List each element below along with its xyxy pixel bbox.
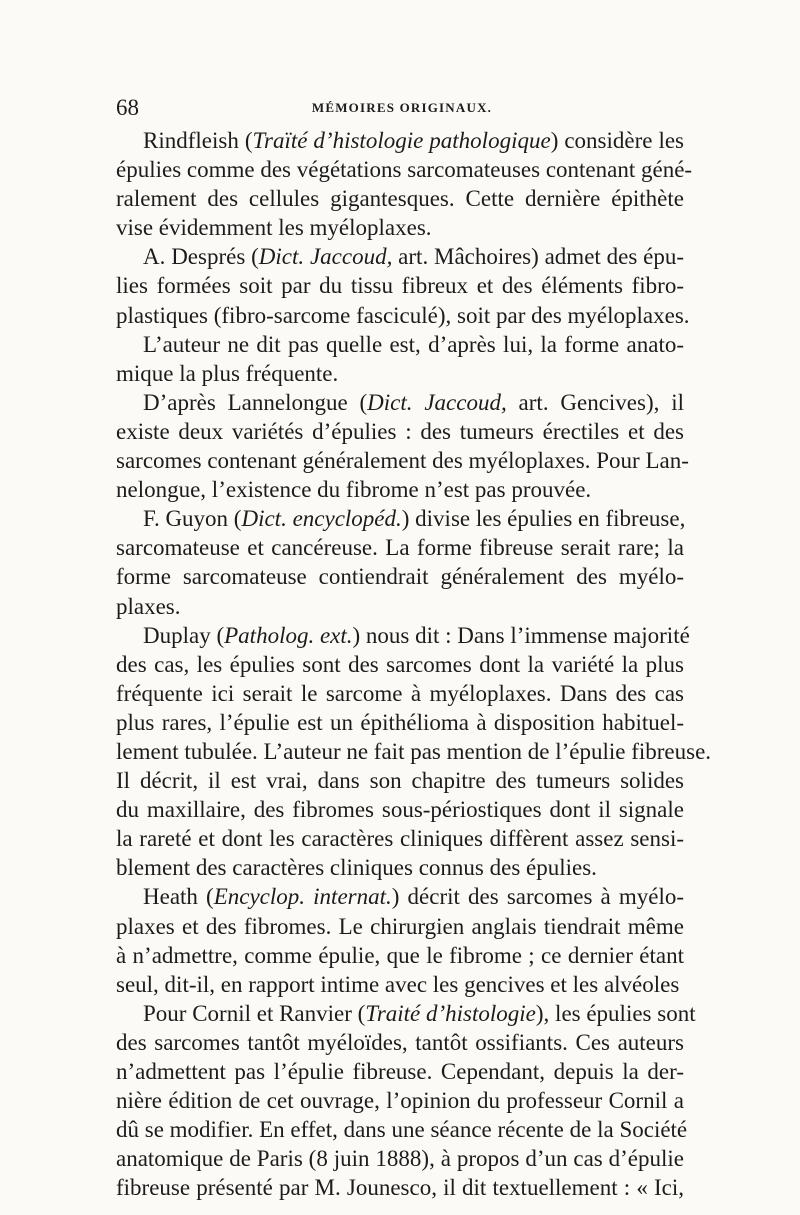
text-line <box>116 301 690 330</box>
text-segment: lies formées soit par du tissu fibreux et des éléments fibro- <box>116 273 684 299</box>
text-segment: Rindfleish ( <box>143 128 253 153</box>
text-segment: L’auteur ne dit pas quelle est, d’après lui, la forme anato- <box>143 331 684 357</box>
text-segment: seul, dit-il, en rapport intime avec les gencives et les alvéoles <box>116 971 680 997</box>
text-segment: ) nous dit : Dans l’immense majorité <box>352 622 690 648</box>
text-segment: anatomique de Paris (8 juin 1888), à propos d’un cas d’épulie <box>116 1146 684 1172</box>
text-line <box>116 970 684 999</box>
text-line <box>116 126 684 155</box>
text-line <box>116 1086 684 1115</box>
text-segment: forme sarcomateuse contiendrait généralement des myélo- <box>116 564 684 590</box>
text-line <box>116 1028 684 1057</box>
text-segment: plaxes et des fibromes. Le chirurgien anglais tiendrait même <box>116 913 684 939</box>
text-segment: dû se modifier. En effet, dans une séance récente de la Société <box>116 1117 688 1143</box>
text-line <box>116 504 684 533</box>
text-line <box>116 912 684 941</box>
text-segment: ) considère les <box>550 128 684 153</box>
text-segment: Il décrit, il est vrai, dans son chapitre des tumeurs solides <box>116 768 684 794</box>
text-line <box>116 1144 684 1173</box>
text-segment: du maxillaire, des fibromes sous-périostiques dont il signale <box>116 797 684 823</box>
running-head: MÉMOIRES ORIGINAUX. <box>311 100 493 115</box>
text-segment: à n’admettre, comme épulie, que le fibrome ; ce dernier étant <box>116 942 684 968</box>
text-line <box>116 1115 688 1144</box>
text-line <box>116 446 689 475</box>
text-line <box>116 737 712 766</box>
text-line <box>116 213 684 242</box>
italic-citation: Dict. encyclopéd. <box>241 506 402 532</box>
text-segment: la rareté et dont les caractères cliniques diffèrent assez sensi- <box>116 826 684 852</box>
text-segment: plaxes. <box>116 593 181 619</box>
text-segment: ), les épulies sont <box>535 1000 696 1026</box>
text-line <box>116 562 684 591</box>
text-segment: art. Mâchoires) admet des épu- <box>392 244 684 270</box>
text-segment: des cas, les épulies sont des sarcomes dont la variété la plus <box>116 651 684 677</box>
text-segment: art. Gencives), il <box>506 389 684 415</box>
text-segment: F. Guyon ( <box>143 506 242 532</box>
text-segment: plus rares, l’épulie est un épithélioma à disposition habituel- <box>116 709 684 735</box>
text-line <box>116 242 684 271</box>
text-line <box>116 533 684 562</box>
text-line <box>116 417 684 446</box>
text-segment: ) divise les épulies en fibreuse, <box>401 506 686 532</box>
text-segment: sarcomes contenant généralement des myéloplaxes. Pour Lan- <box>116 448 689 474</box>
text-line <box>116 824 684 853</box>
text-segment: n’admettent pas l’épulie fibreuse. Cependant, depuis la der- <box>116 1059 684 1084</box>
page-number: 68 <box>116 95 139 120</box>
text-line <box>116 184 684 213</box>
text-segment: fibreuse présenté par M. Jounesco, il dit textuellement : « Ici, <box>116 1175 684 1201</box>
text-line <box>116 359 684 388</box>
italic-citation: Patholog. ext. <box>224 622 353 648</box>
italic-citation: Dict. Jaccoud, <box>258 244 393 270</box>
text-line <box>116 766 684 795</box>
text-line <box>116 708 684 737</box>
italic-citation: Encyclop. internat. <box>213 884 392 910</box>
text-segment: fréquente ici serait le sarcome à myéloplaxes. Dans des cas <box>116 680 684 706</box>
text-segment: mique la plus fréquente. <box>116 360 339 386</box>
text-segment: vise évidemment les myéloplaxes. <box>116 215 432 241</box>
text-line <box>116 621 690 650</box>
italic-citation: Traité d’histologie <box>365 1000 536 1026</box>
text-segment: blement des caractères cliniques connus des épulies. <box>116 855 597 881</box>
text-line <box>116 679 684 708</box>
italic-citation: Dict. Jaccoud, <box>367 389 507 415</box>
text-line <box>116 592 684 621</box>
text-line <box>116 330 684 359</box>
text-line <box>116 999 696 1028</box>
text-segment: sarcomateuse et cancéreuse. La forme fibreuse serait rare; la <box>116 535 684 561</box>
text-line <box>116 882 684 911</box>
text-segment: Heath ( <box>143 884 214 910</box>
text-line <box>116 388 684 417</box>
text-segment: des sarcomes tantôt myéloïdes, tantôt ossifiants. Ces auteurs <box>116 1029 684 1055</box>
italic-citation: Traïté d’histologie pathologique <box>252 128 551 153</box>
text-line <box>116 155 693 184</box>
text-line <box>116 475 684 504</box>
text-line <box>116 795 684 824</box>
text-segment: A. Després ( <box>143 244 259 270</box>
text-segment: existe deux variétés d’épulies : des tumeurs érectiles et des <box>116 418 684 444</box>
body-text <box>116 126 712 1202</box>
text-line <box>116 271 684 300</box>
text-segment: D’après Lannelongue ( <box>143 389 368 415</box>
text-line <box>116 650 684 679</box>
page-header <box>116 93 688 123</box>
text-segment: ) décrit des sarcomes à myélo- <box>391 884 685 910</box>
text-segment: plastiques (fibro-sarcome fasciculé), soit par des myéloplaxes. <box>116 302 690 328</box>
text-line <box>116 941 684 970</box>
text-line <box>116 853 684 882</box>
text-line <box>116 1173 684 1202</box>
text-segment: Duplay ( <box>143 622 225 648</box>
text-segment: Pour Cornil et Ranvier ( <box>143 1000 366 1026</box>
text-segment: lement tubulée. L’auteur ne fait pas mention de l’épulie fibreuse. <box>116 738 712 764</box>
text-segment: ralement des cellules gigantesques. Cette dernière épithète <box>116 186 684 212</box>
text-segment: épulies comme des végétations sarcomateuses contenant géné- <box>116 157 693 183</box>
text-segment: nelongue, l’existence du fibrome n’est pas prouvée. <box>116 477 592 503</box>
text-line <box>116 1057 684 1086</box>
text-segment: nière édition de cet ouvrage, l’opinion du professeur Cornil a <box>116 1088 684 1114</box>
